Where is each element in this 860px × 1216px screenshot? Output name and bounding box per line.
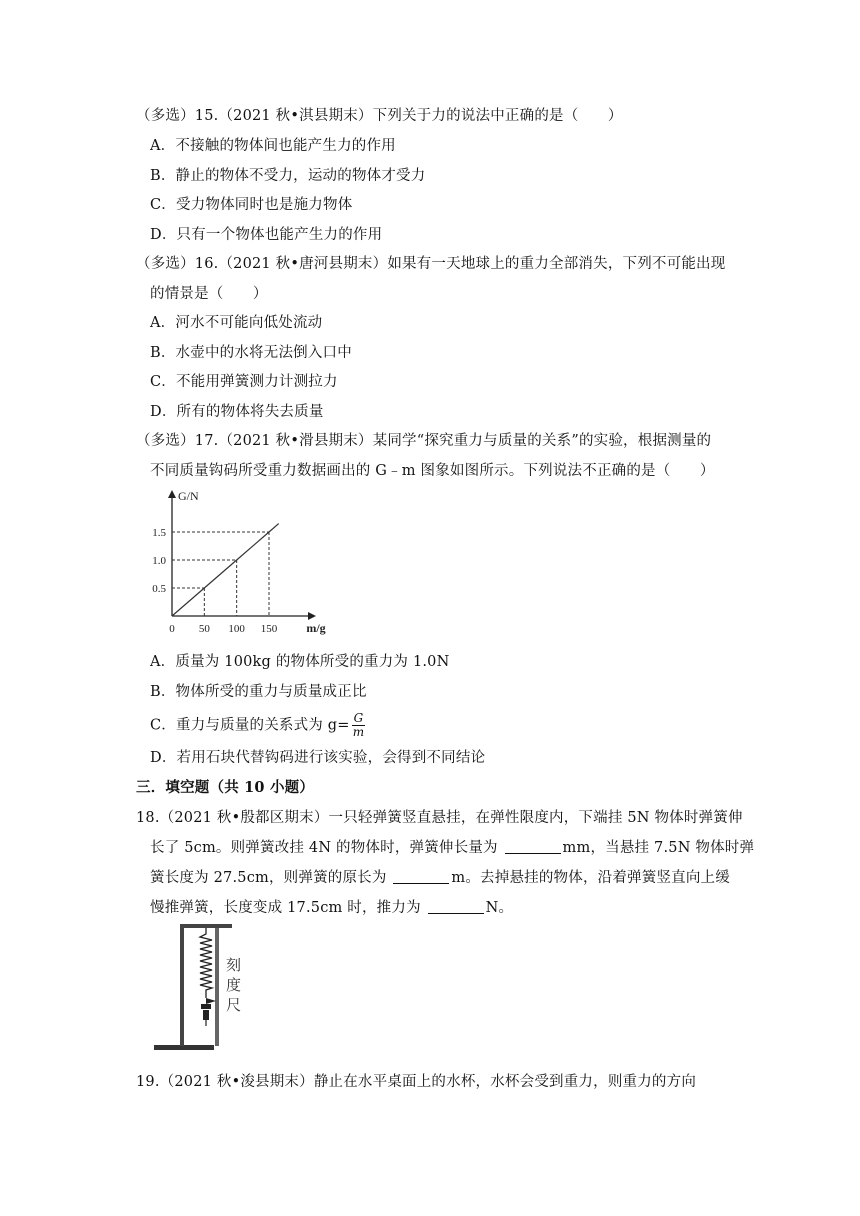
spring [200,928,212,998]
q18-line2 [150,836,754,857]
q16-option-d: D．所有的物体将失去质量 [150,404,324,420]
q16-option-c: C．不能用弹簧测力计测拉力 [150,374,338,390]
q15-stem: （多选）15.（2021 秋•淇县期末）下列关于力的说法中正确的是（ ） [136,108,623,124]
q17-option-c-text: C．重力与质量的关系式为 g= [150,717,350,734]
y-tick-label-1: 1.0 [152,555,166,567]
section-title: 三．填空题（共 10 小题） [136,779,315,796]
y-axis-label: G/N [178,489,199,503]
x-tick-label-2: 150 [260,623,278,635]
q18-line3-text-b: m。去掉悬挂的物体，沿着弹簧竖直向上缓 [451,870,730,886]
q17-option-c [150,712,365,739]
q17-option-b: B．物体所受的重力与质量成正比 [150,684,367,700]
q15-option-c: C．受力物体同时也是施力物体 [150,197,353,213]
stand-top-bar [180,924,232,928]
g-m-chart [140,486,340,636]
q18-line2-text-b: mm，当悬挂 7.5N 物体时弹 [562,840,755,856]
hook-weight [201,1004,211,1009]
pointer-icon [206,998,216,1004]
ruler-label-char-1: 刻 [226,958,242,974]
q15-option-d: D．只有一个物体也能产生力的作用 [150,227,383,243]
q17-stem-line2: 不同质量钩码所受重力数据画出的 G﹣m 图象如图所示。下列说法不正确的是（ ） [150,463,715,479]
q16-option-b: B．水壶中的水将无法倒入口中 [150,345,352,361]
fraction-numerator: G [353,711,364,725]
x-axis-arrow [308,612,316,620]
q17-stem-line1: （多选）17.（2021 秋•滑县期末）某同学“探究重力与质量的关系”的实验，根据测量的 [136,433,712,449]
y-tick-label-0: 0.5 [152,583,166,595]
q18-line2-text-a: 长了 5cm。则弹簧改挂 4N 的物体时，弹簧伸长量为 [150,840,498,856]
q15-option-a: A．不接触的物体间也能产生力的作用 [150,138,396,154]
fraction-denominator: m [352,725,365,739]
x-tick-label-0: 50 [198,623,210,635]
q17-option-a: A．质量为 100kg 的物体所受的重力为 1.0N [150,654,450,670]
q17-option-d: D．若用石块代替钩码进行该实验，会得到不同结论 [150,750,486,766]
q18-line1: 18.（2021 秋•殷都区期末）一只轻弹簧竖直悬挂，在弹性限度内，下端挂 5N 物体时弹簧伸 [136,810,743,826]
x-tick-label-1: 100 [228,623,245,635]
q19-line1: 19.（2021 秋•浚县期末）静止在水平桌面上的水杯，水杯会受到重力，则重力的方向 [136,1074,697,1090]
q16-option-a: A．河水不可能向低处流动 [150,315,323,331]
ruler-bar [215,928,219,1046]
answer-blank-1[interactable] [505,839,561,854]
series-line [172,524,279,616]
origin-label: 0 [169,623,175,635]
ruler-label-char-3: 尺 [226,998,242,1014]
q18-line4-text-a: 慢推弹簧，长度变成 17.5cm 时，推力为 [150,900,421,916]
y-tick-label-2: 1.5 [152,527,166,539]
hook-weight-lower [203,1010,209,1020]
q18-line4 [150,896,513,917]
q18-line4-text-b: N。 [485,900,514,916]
answer-blank-3[interactable] [428,899,484,914]
answer-blank-2[interactable] [393,869,449,884]
stand-pole-left [180,926,184,1046]
q18-line3-text-a: 簧长度为 27.5cm，则弹簧的原长为 [150,870,387,886]
spring-apparatus-figure [150,920,260,1056]
q15-option-b: B．静止的物体不受力，运动的物体才受力 [150,168,426,184]
q16-stem-line2: 的情景是（ ） [150,286,268,302]
x-axis-label: m/g [306,621,326,635]
ruler-label-char-2: 度 [226,978,242,994]
q18-line3 [150,866,730,887]
g-over-m-fraction [352,712,366,739]
q16-stem-line1: （多选）16.（2021 秋•唐河县期末）如果有一天地球上的重力全部消失，下列不可能出现 [136,256,726,272]
y-axis-arrow [168,490,176,498]
